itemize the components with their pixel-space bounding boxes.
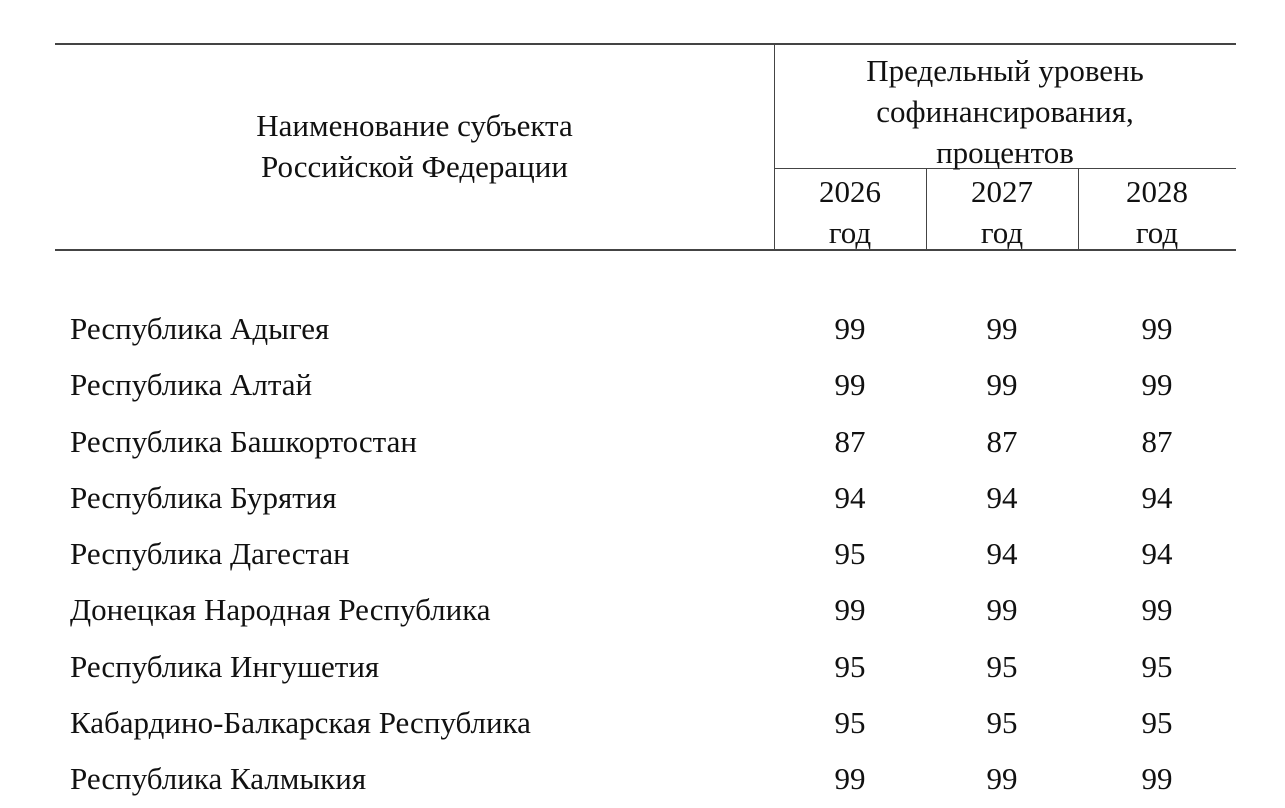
subject-name: Республика Бурятия xyxy=(70,479,337,515)
value-2028: 94 xyxy=(1141,479,1173,515)
table-row xyxy=(55,470,1236,526)
value-2027: 99 xyxy=(986,367,1018,403)
table-row xyxy=(55,582,1236,638)
value-2027: 95 xyxy=(986,705,1018,741)
table-row xyxy=(55,695,1236,751)
value-2026: 95 xyxy=(834,648,866,684)
subject-name: Республика Ингушетия xyxy=(70,648,380,684)
table-row xyxy=(55,639,1236,695)
cofinancing-group-header xyxy=(774,45,1236,169)
value-2028: 95 xyxy=(1141,705,1173,741)
year-header-2026 xyxy=(774,171,926,251)
year-header-2028-number: 2028 xyxy=(1126,174,1188,209)
value-2028: 99 xyxy=(1141,367,1173,403)
value-2027: 94 xyxy=(986,536,1018,572)
cofinancing-table xyxy=(55,43,1236,797)
group-header-line-3: процентов xyxy=(936,135,1074,170)
value-2028: 99 xyxy=(1141,761,1173,797)
subject-name: Республика Алтай xyxy=(70,367,313,403)
subject-header-line-1: Наименование субъекта xyxy=(256,108,573,143)
year-header-2027-unit: год xyxy=(980,215,1024,250)
value-2028: 94 xyxy=(1141,536,1173,572)
value-2027: 99 xyxy=(986,311,1018,346)
table-header xyxy=(55,43,1236,251)
subject-name: Республика Башкортостан xyxy=(70,423,417,459)
value-2028: 95 xyxy=(1141,648,1173,684)
value-2027: 94 xyxy=(986,479,1018,515)
subject-name: Донецкая Народная Республика xyxy=(70,592,491,628)
year-header-2026-unit: год xyxy=(828,215,872,250)
subject-header-line-2: Российской Федерации xyxy=(261,149,568,184)
subject-name: Кабардино-Балкарская Республика xyxy=(70,705,531,741)
value-2026: 95 xyxy=(834,536,866,572)
table-row xyxy=(55,414,1236,470)
value-2027: 95 xyxy=(986,648,1018,684)
value-2028: 87 xyxy=(1141,423,1173,459)
value-2027: 99 xyxy=(986,592,1018,628)
value-2028: 99 xyxy=(1141,311,1173,346)
subject-name: Республика Дагестан xyxy=(70,536,350,572)
value-2026: 99 xyxy=(834,592,866,628)
table-body xyxy=(55,301,1236,808)
subject-name: Республика Калмыкия xyxy=(70,761,367,797)
value-2027: 87 xyxy=(986,423,1018,459)
value-2026: 95 xyxy=(834,705,866,741)
year-header-2027-number: 2027 xyxy=(971,174,1033,209)
year-header-2028-unit: год xyxy=(1135,215,1179,250)
table-row xyxy=(55,357,1236,413)
value-2026: 87 xyxy=(834,423,866,459)
subject-name: Республика Адыгея xyxy=(70,311,330,346)
value-2028: 99 xyxy=(1141,592,1173,628)
value-2026: 94 xyxy=(834,479,866,515)
value-2026: 99 xyxy=(834,367,866,403)
year-header-2027 xyxy=(926,171,1078,251)
table-row xyxy=(55,526,1236,582)
table-row xyxy=(55,751,1236,807)
subject-column-header xyxy=(55,45,774,249)
group-header-line-1: Предельный уровень xyxy=(866,53,1144,88)
year-header-2028 xyxy=(1078,171,1236,251)
value-2027: 99 xyxy=(986,761,1018,797)
group-header-line-2: софинансирования, xyxy=(876,94,1134,129)
value-2026: 99 xyxy=(834,311,866,346)
value-2026: 99 xyxy=(834,761,866,797)
table-row xyxy=(55,301,1236,357)
year-header-2026-number: 2026 xyxy=(819,174,881,209)
